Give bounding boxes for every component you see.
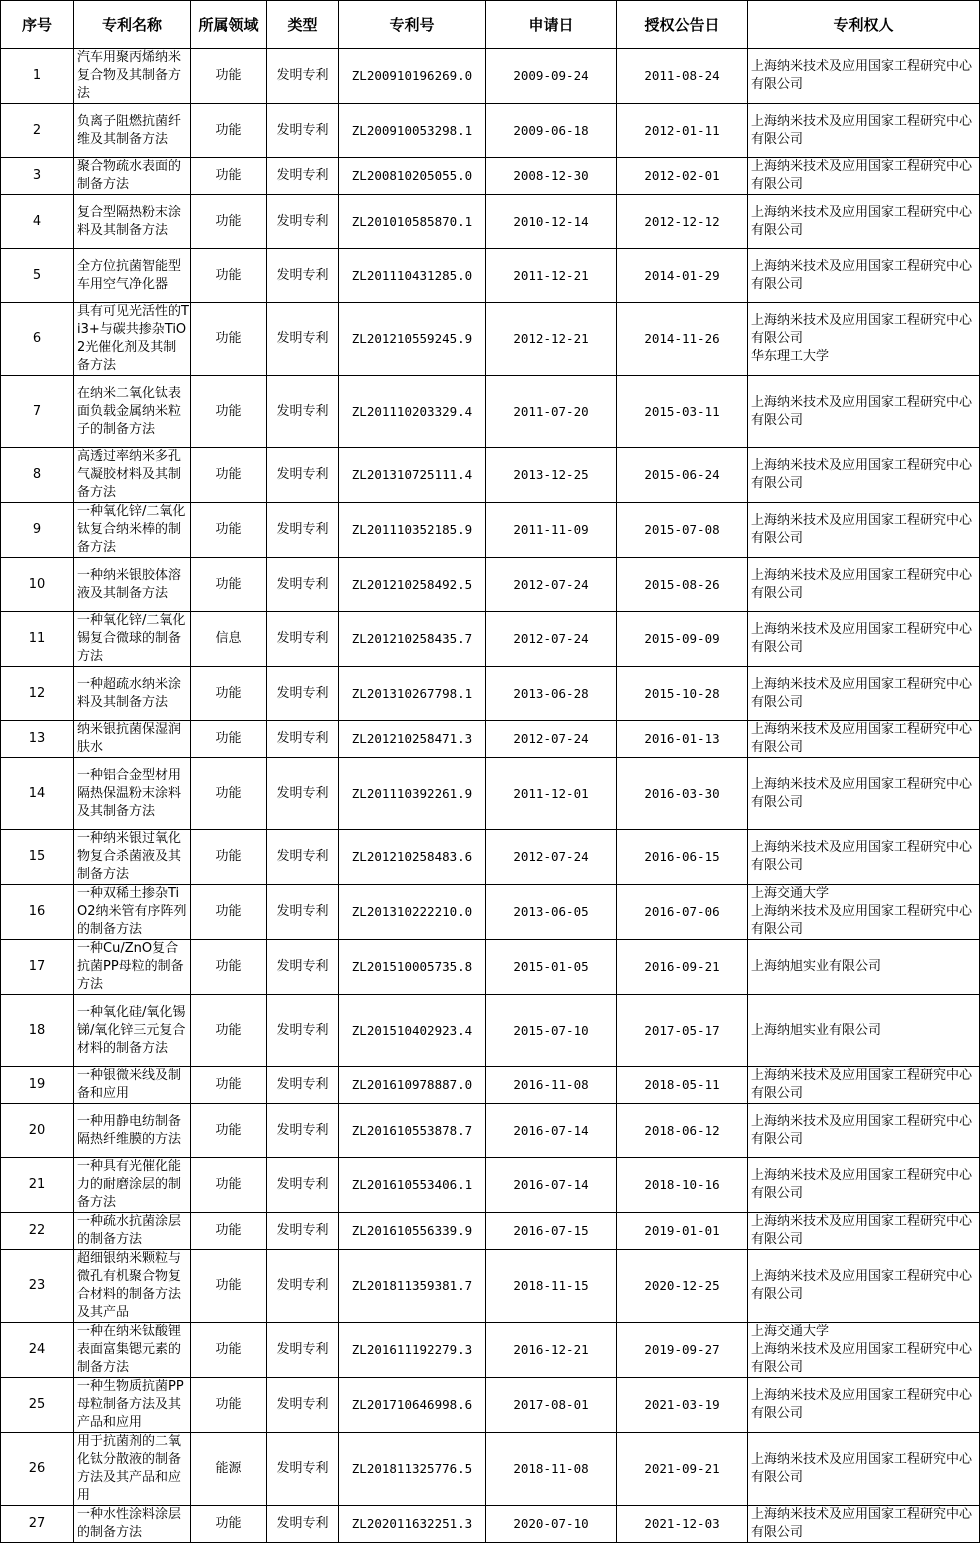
cell-field: 功能 (191, 1250, 267, 1323)
cell-grant-date: 2015-06-24 (617, 448, 748, 503)
cell-name: 一种双稀土掺杂TiO2纳米管有序阵列的制备方法 (74, 885, 191, 940)
cell-grant-date: 2019-09-27 (617, 1323, 748, 1378)
cell-apply-date: 2016-11-08 (486, 1067, 617, 1104)
cell-field: 功能 (191, 104, 267, 158)
cell-no: 7 (1, 376, 74, 448)
header-apply-date: 申请日 (486, 1, 617, 49)
cell-no: 18 (1, 995, 74, 1067)
cell-no: 13 (1, 721, 74, 758)
cell-apply-date: 2011-12-21 (486, 249, 617, 303)
cell-no: 23 (1, 1250, 74, 1323)
cell-type: 发明专利 (267, 1433, 339, 1506)
cell-patent-no: ZL201210258492.5 (339, 558, 486, 612)
cell-no: 2 (1, 104, 74, 158)
cell-field: 功能 (191, 49, 267, 104)
cell-field: 功能 (191, 885, 267, 940)
cell-type: 发明专利 (267, 1067, 339, 1104)
cell-grant-date: 2019-01-01 (617, 1213, 748, 1250)
header-no: 序号 (1, 1, 74, 49)
cell-name: 用于抗菌剂的二氧化钛分散液的制备方法及其产品和应用 (74, 1433, 191, 1506)
cell-type: 发明专利 (267, 1158, 339, 1213)
cell-field: 功能 (191, 1104, 267, 1158)
cell-grant-date: 2016-01-13 (617, 721, 748, 758)
cell-field: 功能 (191, 758, 267, 830)
cell-name: 一种水性涂料涂层的制备方法 (74, 1506, 191, 1543)
cell-field: 功能 (191, 940, 267, 995)
cell-grant-date: 2016-06-15 (617, 830, 748, 885)
cell-no: 16 (1, 885, 74, 940)
cell-grant-date: 2012-12-12 (617, 195, 748, 249)
cell-no: 11 (1, 612, 74, 667)
cell-name: 一种铝合金型材用隔热保温粉末涂料及其制备方法 (74, 758, 191, 830)
cell-no: 24 (1, 1323, 74, 1378)
cell-type: 发明专利 (267, 721, 339, 758)
cell-patent-no: ZL201710646998.6 (339, 1378, 486, 1433)
header-field: 所属领域 (191, 1, 267, 49)
cell-owner: 上海纳米技术及应用国家工程研究中心有限公司 (748, 195, 980, 249)
cell-apply-date: 2010-12-14 (486, 195, 617, 249)
cell-apply-date: 2009-09-24 (486, 49, 617, 104)
table-row (1, 667, 980, 721)
table-row (1, 1506, 980, 1543)
cell-name: 一种Cu/ZnO复合抗菌PP母粒的制备方法 (74, 940, 191, 995)
cell-owner: 上海交通大学 上海纳米技术及应用国家工程研究中心有限公司 (748, 885, 980, 940)
header-type: 类型 (267, 1, 339, 49)
cell-type: 发明专利 (267, 558, 339, 612)
table-row (1, 376, 980, 448)
cell-type: 发明专利 (267, 612, 339, 667)
cell-grant-date: 2014-11-26 (617, 303, 748, 376)
cell-name: 一种纳米银胶体溶液及其制备方法 (74, 558, 191, 612)
cell-grant-date: 2018-05-11 (617, 1067, 748, 1104)
cell-patent-no: ZL201210258471.3 (339, 721, 486, 758)
cell-owner: 上海纳米技术及应用国家工程研究中心有限公司 (748, 558, 980, 612)
table-row (1, 158, 980, 195)
cell-no: 6 (1, 303, 74, 376)
cell-field: 功能 (191, 721, 267, 758)
cell-no: 21 (1, 1158, 74, 1213)
cell-apply-date: 2012-07-24 (486, 721, 617, 758)
cell-name: 一种纳米银过氧化物复合杀菌液及其制备方法 (74, 830, 191, 885)
cell-field: 功能 (191, 830, 267, 885)
cell-owner: 上海纳米技术及应用国家工程研究中心有限公司 (748, 1250, 980, 1323)
cell-name: 在纳米二氧化钛表面负载金属纳米粒子的制备方法 (74, 376, 191, 448)
cell-no: 14 (1, 758, 74, 830)
cell-patent-no: ZL201310725111.4 (339, 448, 486, 503)
cell-type: 发明专利 (267, 104, 339, 158)
cell-type: 发明专利 (267, 195, 339, 249)
cell-apply-date: 2013-06-28 (486, 667, 617, 721)
cell-field: 功能 (191, 448, 267, 503)
cell-type: 发明专利 (267, 1323, 339, 1378)
cell-no: 5 (1, 249, 74, 303)
cell-type: 发明专利 (267, 376, 339, 448)
cell-apply-date: 2009-06-18 (486, 104, 617, 158)
cell-patent-no: ZL201110352185.9 (339, 503, 486, 558)
cell-patent-no: ZL201210559245.9 (339, 303, 486, 376)
cell-field: 功能 (191, 1323, 267, 1378)
cell-name: 汽车用聚丙烯纳米复合物及其制备方法 (74, 49, 191, 104)
cell-grant-date: 2018-06-12 (617, 1104, 748, 1158)
cell-apply-date: 2015-07-10 (486, 995, 617, 1067)
cell-patent-no: ZL201611192279.3 (339, 1323, 486, 1378)
cell-grant-date: 2021-09-21 (617, 1433, 748, 1506)
cell-owner: 上海纳米技术及应用国家工程研究中心有限公司 (748, 1104, 980, 1158)
cell-field: 功能 (191, 1378, 267, 1433)
table-row (1, 1378, 980, 1433)
table-row (1, 758, 980, 830)
cell-apply-date: 2016-07-15 (486, 1213, 617, 1250)
cell-field: 功能 (191, 667, 267, 721)
cell-no: 19 (1, 1067, 74, 1104)
header-owner: 专利权人 (748, 1, 980, 49)
cell-patent-no: ZL202011632251.3 (339, 1506, 486, 1543)
cell-type: 发明专利 (267, 1378, 339, 1433)
cell-type: 发明专利 (267, 1213, 339, 1250)
cell-apply-date: 2013-06-05 (486, 885, 617, 940)
cell-owner: 上海纳旭实业有限公司 (748, 995, 980, 1067)
cell-apply-date: 2018-11-15 (486, 1250, 617, 1323)
cell-grant-date: 2015-10-28 (617, 667, 748, 721)
cell-name: 具有可见光活性的Ti3+与碳共掺杂TiO2光催化剂及其制备方法 (74, 303, 191, 376)
cell-field: 功能 (191, 558, 267, 612)
cell-grant-date: 2012-02-01 (617, 158, 748, 195)
cell-type: 发明专利 (267, 503, 339, 558)
cell-grant-date: 2012-01-11 (617, 104, 748, 158)
cell-owner: 上海纳米技术及应用国家工程研究中心有限公司 (748, 249, 980, 303)
cell-type: 发明专利 (267, 49, 339, 104)
cell-owner: 上海纳米技术及应用国家工程研究中心有限公司 (748, 1213, 980, 1250)
cell-field: 功能 (191, 995, 267, 1067)
cell-apply-date: 2012-07-24 (486, 612, 617, 667)
cell-owner: 上海纳米技术及应用国家工程研究中心有限公司 (748, 448, 980, 503)
cell-type: 发明专利 (267, 158, 339, 195)
cell-patent-no: ZL201210258435.7 (339, 612, 486, 667)
cell-patent-no: ZL201610553406.1 (339, 1158, 486, 1213)
cell-patent-no: ZL201010585870.1 (339, 195, 486, 249)
cell-grant-date: 2016-09-21 (617, 940, 748, 995)
cell-apply-date: 2015-01-05 (486, 940, 617, 995)
cell-grant-date: 2015-09-09 (617, 612, 748, 667)
cell-no: 17 (1, 940, 74, 995)
cell-patent-no: ZL201210258483.6 (339, 830, 486, 885)
header-grant-date: 授权公告日 (617, 1, 748, 49)
table-row (1, 995, 980, 1067)
cell-type: 发明专利 (267, 249, 339, 303)
cell-owner: 上海纳米技术及应用国家工程研究中心有限公司 (748, 1506, 980, 1543)
cell-field: 功能 (191, 1213, 267, 1250)
cell-apply-date: 2011-12-01 (486, 758, 617, 830)
cell-name: 负离子阻燃抗菌纤维及其制备方法 (74, 104, 191, 158)
cell-grant-date: 2014-01-29 (617, 249, 748, 303)
table-row (1, 1067, 980, 1104)
cell-grant-date: 2020-12-25 (617, 1250, 748, 1323)
cell-patent-no: ZL201310222210.0 (339, 885, 486, 940)
cell-owner: 上海纳米技术及应用国家工程研究中心有限公司 (748, 1158, 980, 1213)
cell-owner: 上海纳米技术及应用国家工程研究中心有限公司 (748, 158, 980, 195)
table-body (1, 49, 980, 1543)
cell-field: 功能 (191, 376, 267, 448)
cell-no: 10 (1, 558, 74, 612)
cell-no: 9 (1, 503, 74, 558)
table-row (1, 303, 980, 376)
cell-patent-no: ZL201811359381.7 (339, 1250, 486, 1323)
table-row (1, 885, 980, 940)
cell-owner: 上海纳米技术及应用国家工程研究中心有限公司 (748, 721, 980, 758)
cell-field: 信息 (191, 612, 267, 667)
table-row (1, 195, 980, 249)
cell-name: 纳米银抗菌保湿润肤水 (74, 721, 191, 758)
cell-patent-no: ZL201110203329.4 (339, 376, 486, 448)
table-row (1, 558, 980, 612)
cell-name: 一种银微米线及制备和应用 (74, 1067, 191, 1104)
cell-name: 一种氧化锌/二氧化钛复合纳米棒的制备方法 (74, 503, 191, 558)
cell-apply-date: 2012-07-24 (486, 830, 617, 885)
cell-name: 高透过率纳米多孔气凝胶材料及其制备方法 (74, 448, 191, 503)
cell-patent-no: ZL201510402923.4 (339, 995, 486, 1067)
cell-name: 复合型隔热粉末涂料及其制备方法 (74, 195, 191, 249)
cell-grant-date: 2018-10-16 (617, 1158, 748, 1213)
cell-name: 全方位抗菌智能型车用空气净化器 (74, 249, 191, 303)
cell-grant-date: 2011-08-24 (617, 49, 748, 104)
cell-patent-no: ZL201610978887.0 (339, 1067, 486, 1104)
table-row (1, 830, 980, 885)
cell-apply-date: 2011-07-20 (486, 376, 617, 448)
cell-type: 发明专利 (267, 940, 339, 995)
header-name: 专利名称 (74, 1, 191, 49)
cell-type: 发明专利 (267, 303, 339, 376)
cell-type: 发明专利 (267, 1250, 339, 1323)
cell-owner: 上海交通大学 上海纳米技术及应用国家工程研究中心有限公司 (748, 1323, 980, 1378)
cell-apply-date: 2008-12-30 (486, 158, 617, 195)
cell-name: 一种超疏水纳米涂料及其制备方法 (74, 667, 191, 721)
table-row (1, 1213, 980, 1250)
table-row (1, 1433, 980, 1506)
cell-patent-no: ZL201610556339.9 (339, 1213, 486, 1250)
table-row (1, 49, 980, 104)
table-row (1, 1250, 980, 1323)
cell-grant-date: 2015-08-26 (617, 558, 748, 612)
cell-name: 一种生物质抗菌PP母粒制备方法及其产品和应用 (74, 1378, 191, 1433)
cell-owner: 上海纳米技术及应用国家工程研究中心有限公司 (748, 49, 980, 104)
table-row (1, 940, 980, 995)
cell-field: 功能 (191, 249, 267, 303)
cell-field: 功能 (191, 158, 267, 195)
cell-no: 15 (1, 830, 74, 885)
cell-owner: 上海纳旭实业有限公司 (748, 940, 980, 995)
table-row (1, 721, 980, 758)
cell-no: 20 (1, 1104, 74, 1158)
cell-type: 发明专利 (267, 1104, 339, 1158)
cell-owner: 上海纳米技术及应用国家工程研究中心有限公司 (748, 1067, 980, 1104)
table-row (1, 448, 980, 503)
cell-grant-date: 2015-07-08 (617, 503, 748, 558)
cell-field: 能源 (191, 1433, 267, 1506)
cell-owner: 上海纳米技术及应用国家工程研究中心有限公司 (748, 1378, 980, 1433)
cell-type: 发明专利 (267, 995, 339, 1067)
cell-name: 超细银纳米颗粒与微孔有机聚合物复合材料的制备方法及其产品 (74, 1250, 191, 1323)
cell-field: 功能 (191, 303, 267, 376)
table-row (1, 1323, 980, 1378)
cell-field: 功能 (191, 1506, 267, 1543)
cell-grant-date: 2016-07-06 (617, 885, 748, 940)
cell-type: 发明专利 (267, 758, 339, 830)
cell-no: 26 (1, 1433, 74, 1506)
cell-field: 功能 (191, 1067, 267, 1104)
cell-name: 聚合物疏水表面的制备方法 (74, 158, 191, 195)
cell-type: 发明专利 (267, 448, 339, 503)
table-row (1, 104, 980, 158)
table-row (1, 612, 980, 667)
cell-name: 一种用静电纺制备隔热纤维膜的方法 (74, 1104, 191, 1158)
cell-owner: 上海纳米技术及应用国家工程研究中心有限公司 (748, 104, 980, 158)
cell-no: 12 (1, 667, 74, 721)
header-row (1, 1, 980, 49)
cell-no: 27 (1, 1506, 74, 1543)
table-row (1, 249, 980, 303)
cell-no: 3 (1, 158, 74, 195)
cell-owner: 上海纳米技术及应用国家工程研究中心有限公司 (748, 758, 980, 830)
cell-type: 发明专利 (267, 1506, 339, 1543)
cell-no: 22 (1, 1213, 74, 1250)
cell-grant-date: 2017-05-17 (617, 995, 748, 1067)
cell-patent-no: ZL201510005735.8 (339, 940, 486, 995)
cell-no: 4 (1, 195, 74, 249)
cell-apply-date: 2016-12-21 (486, 1323, 617, 1378)
cell-owner: 上海纳米技术及应用国家工程研究中心有限公司 (748, 376, 980, 448)
cell-owner: 上海纳米技术及应用国家工程研究中心有限公司 (748, 1433, 980, 1506)
cell-patent-no: ZL200810205055.0 (339, 158, 486, 195)
cell-patent-no: ZL201110431285.0 (339, 249, 486, 303)
cell-name: 一种氧化硅/氧化锡锑/氧化锌三元复合材料的制备方法 (74, 995, 191, 1067)
cell-type: 发明专利 (267, 885, 339, 940)
cell-field: 功能 (191, 1158, 267, 1213)
cell-patent-no: ZL200910053298.1 (339, 104, 486, 158)
table-row (1, 1104, 980, 1158)
table-row (1, 503, 980, 558)
cell-name: 一种在纳米钛酸锂表面富集锶元素的制备方法 (74, 1323, 191, 1378)
cell-apply-date: 2012-12-21 (486, 303, 617, 376)
cell-owner: 上海纳米技术及应用国家工程研究中心有限公司 华东理工大学 (748, 303, 980, 376)
cell-owner: 上海纳米技术及应用国家工程研究中心有限公司 (748, 503, 980, 558)
cell-apply-date: 2016-07-14 (486, 1104, 617, 1158)
cell-no: 8 (1, 448, 74, 503)
cell-grant-date: 2021-12-03 (617, 1506, 748, 1543)
table-row (1, 1158, 980, 1213)
cell-apply-date: 2012-07-24 (486, 558, 617, 612)
cell-apply-date: 2013-12-25 (486, 448, 617, 503)
cell-field: 功能 (191, 503, 267, 558)
cell-owner: 上海纳米技术及应用国家工程研究中心有限公司 (748, 612, 980, 667)
cell-field: 功能 (191, 195, 267, 249)
cell-grant-date: 2015-03-11 (617, 376, 748, 448)
cell-patent-no: ZL201811325776.5 (339, 1433, 486, 1506)
cell-name: 一种疏水抗菌涂层的制备方法 (74, 1213, 191, 1250)
cell-type: 发明专利 (267, 667, 339, 721)
cell-name: 一种氧化锌/二氧化锡复合微球的制备方法 (74, 612, 191, 667)
cell-patent-no: ZL201110392261.9 (339, 758, 486, 830)
header-patent-no: 专利号 (339, 1, 486, 49)
cell-no: 25 (1, 1378, 74, 1433)
cell-name: 一种具有光催化能力的耐磨涂层的制备方法 (74, 1158, 191, 1213)
cell-type: 发明专利 (267, 830, 339, 885)
cell-patent-no: ZL201610553878.7 (339, 1104, 486, 1158)
cell-patent-no: ZL201310267798.1 (339, 667, 486, 721)
cell-owner: 上海纳米技术及应用国家工程研究中心有限公司 (748, 667, 980, 721)
cell-grant-date: 2016-03-30 (617, 758, 748, 830)
cell-apply-date: 2016-07-14 (486, 1158, 617, 1213)
cell-owner: 上海纳米技术及应用国家工程研究中心有限公司 (748, 830, 980, 885)
cell-no: 1 (1, 49, 74, 104)
cell-apply-date: 2017-08-01 (486, 1378, 617, 1433)
cell-apply-date: 2011-11-09 (486, 503, 617, 558)
cell-patent-no: ZL200910196269.0 (339, 49, 486, 104)
cell-apply-date: 2018-11-08 (486, 1433, 617, 1506)
cell-grant-date: 2021-03-19 (617, 1378, 748, 1433)
cell-apply-date: 2020-07-10 (486, 1506, 617, 1543)
